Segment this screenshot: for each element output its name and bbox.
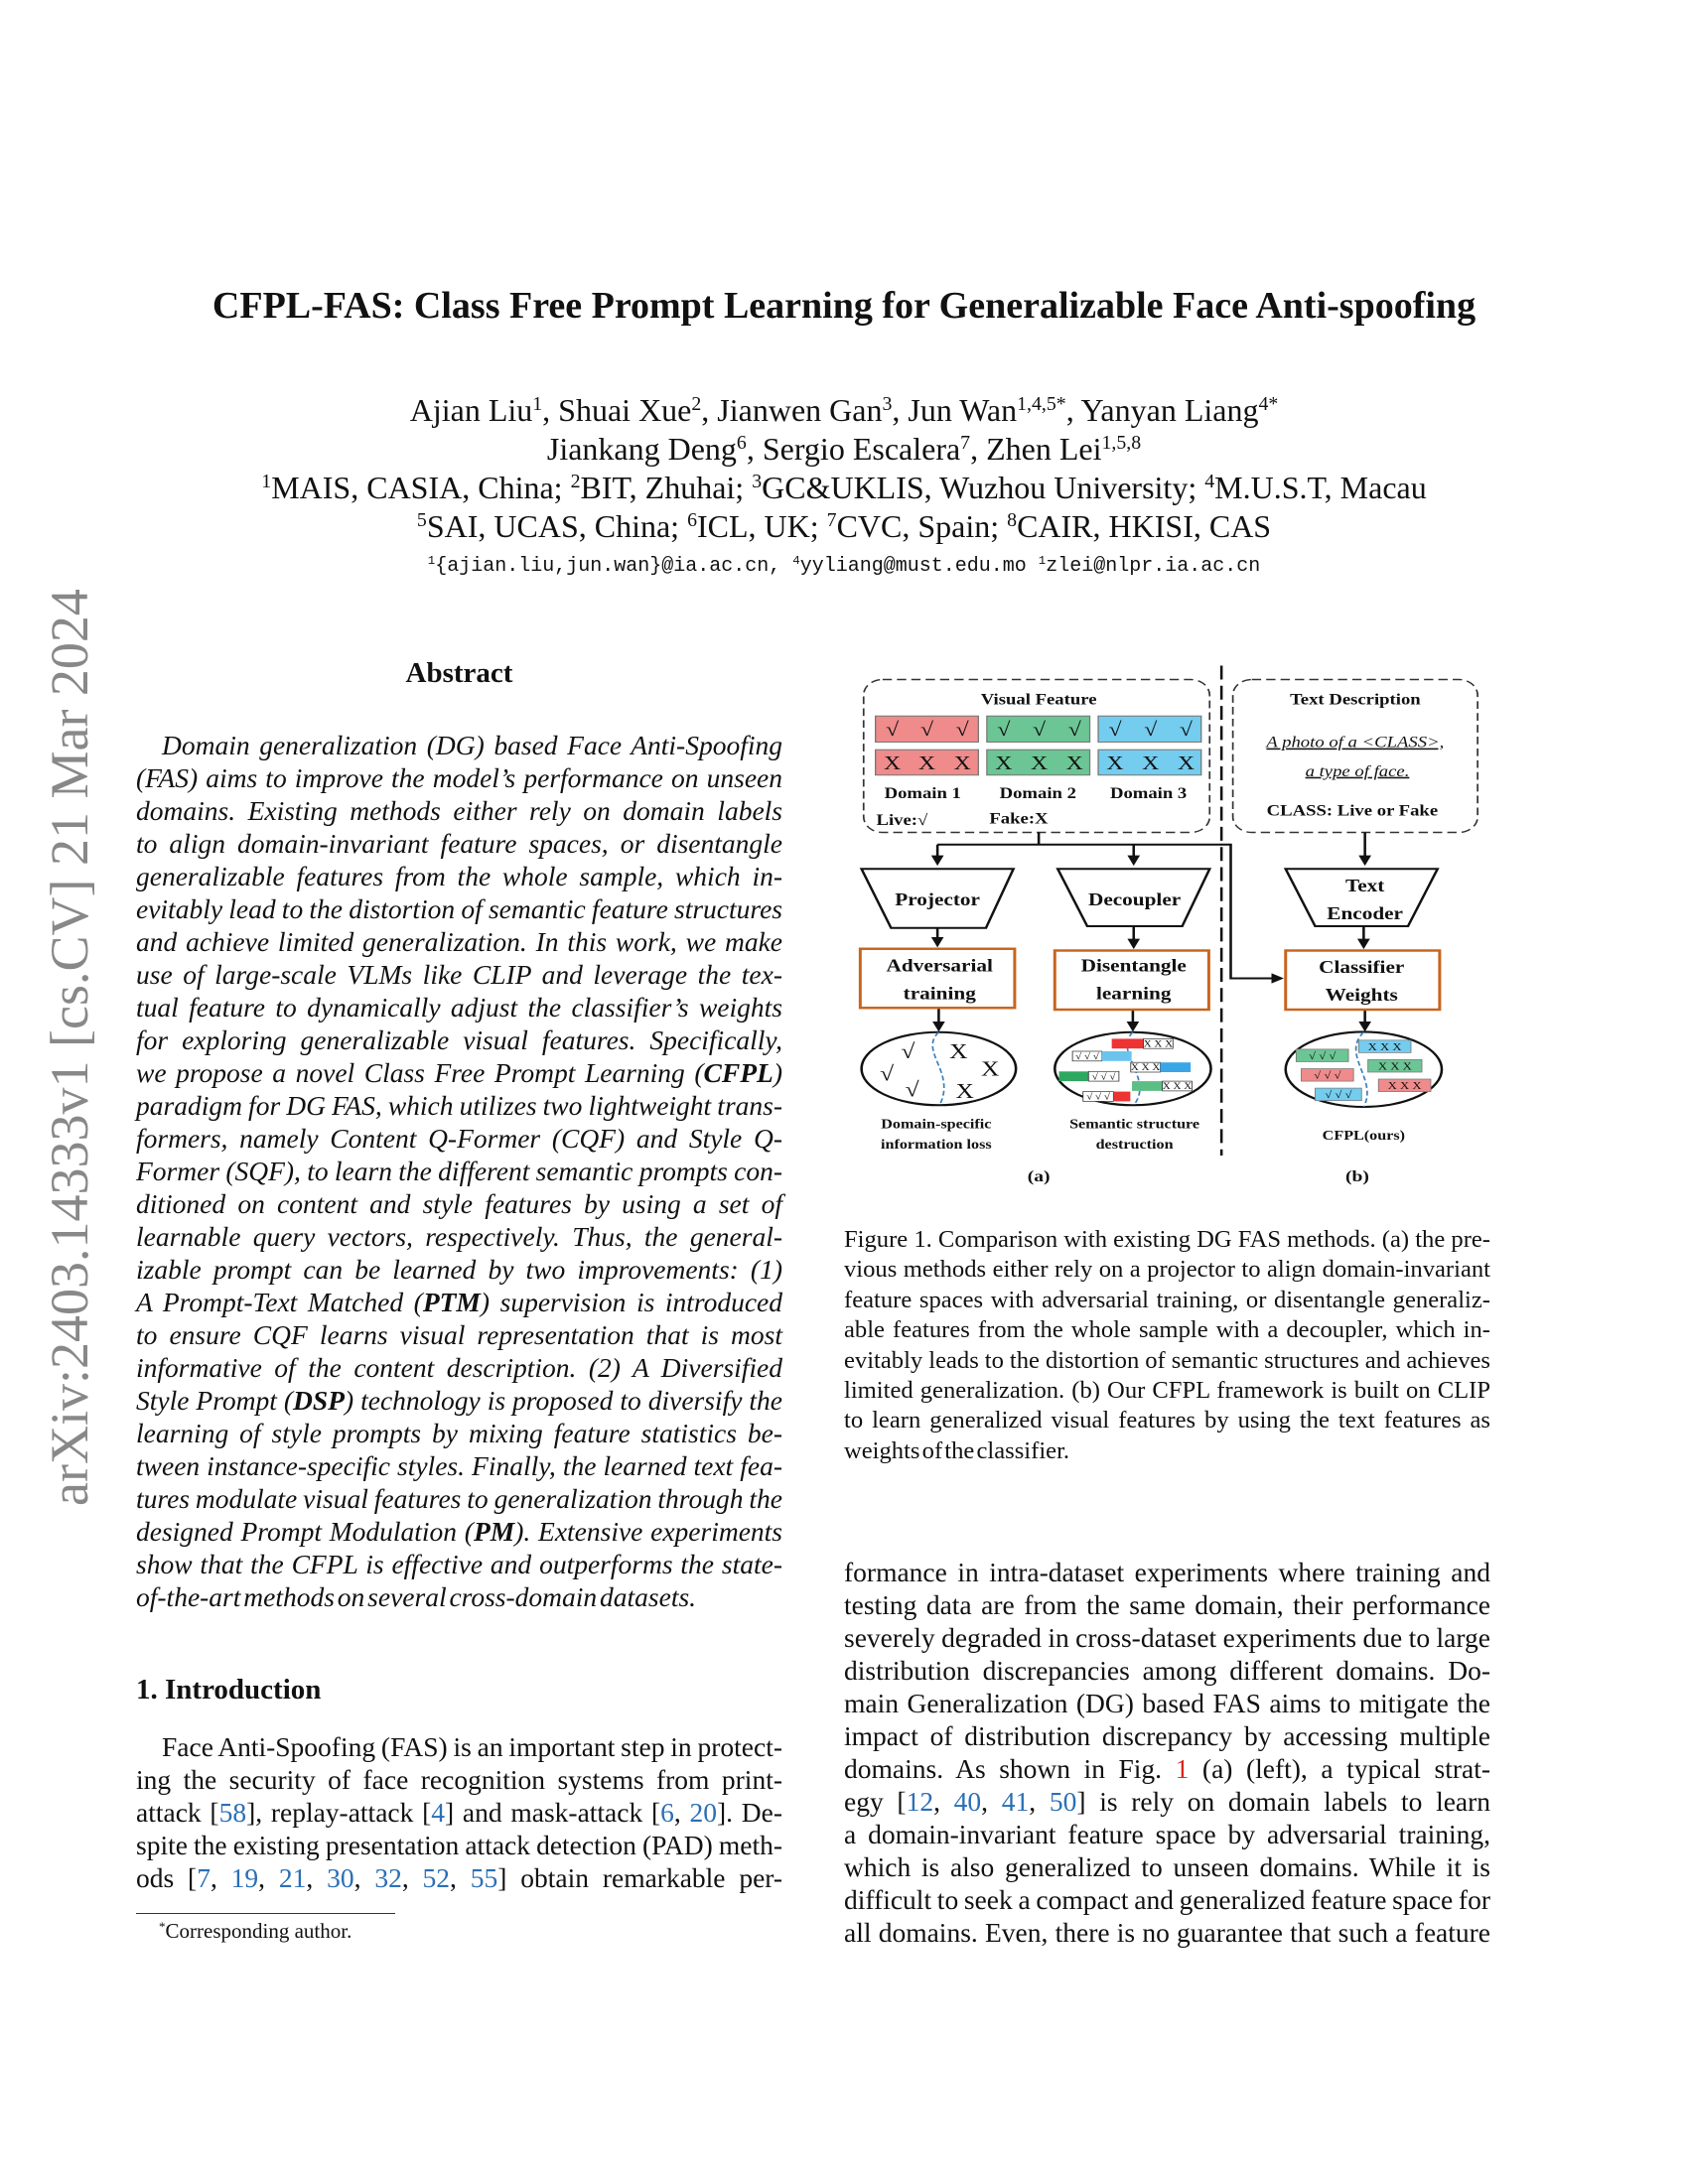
introduction-body-continued [844, 1556, 1490, 1949]
text-run: feature spaces with adversarial training, or disentangle generaliz- [844, 1286, 1490, 1313]
text-line [844, 1719, 1490, 1752]
text-run: to ensure CQF learns visual representation that is most [136, 1319, 782, 1350]
superscript: 7 [826, 509, 837, 532]
check-icon: √ [905, 1078, 919, 1102]
feature-bar-label: X X X [1130, 1063, 1161, 1073]
feature-bar [1132, 1081, 1163, 1091]
text-run: CVC, Spain; [836, 508, 1008, 544]
bold-term: PM [473, 1516, 515, 1547]
superscript: 3 [752, 471, 763, 493]
text-line [136, 1351, 782, 1384]
check-icon: √ [1108, 719, 1122, 741]
text-line [844, 1286, 1490, 1315]
text-line [136, 1449, 782, 1482]
outcome-label-a2: information loss [881, 1138, 992, 1153]
citation-link[interactable]: 50 [1049, 1786, 1077, 1817]
classifier-label-2: Weights [1325, 986, 1398, 1006]
text-run: , Sergio Escalera [746, 431, 961, 467]
author-block [0, 391, 1688, 546]
bold-term: CFPL [703, 1057, 774, 1088]
cross-icon: X [949, 1040, 968, 1064]
text-line [136, 827, 782, 860]
text-line [136, 1253, 782, 1286]
text-run: , [401, 1862, 423, 1893]
text-line [136, 1122, 782, 1155]
text-line [136, 925, 782, 958]
cross-icon: X [1106, 751, 1124, 774]
text-run: , Jun Wan [892, 392, 1018, 428]
text-run: of-the-art methods on several cross-domain datasets. [136, 1581, 697, 1612]
superscript: 8 [1007, 509, 1018, 532]
text-line [844, 1621, 1490, 1654]
text-run: testing data are from the same domain, their performance [844, 1589, 1490, 1620]
text-line [136, 1861, 782, 1894]
text-run: , [258, 1862, 279, 1893]
text-run: (FAS) aims to improve the model’s performance on unseen [136, 762, 782, 793]
text-run: ] and mask-attack [ [445, 1797, 661, 1828]
text-run: Jiankang Deng [546, 431, 737, 467]
text-line [136, 1829, 782, 1861]
cross-icon: X [995, 751, 1013, 774]
text-run: , Jianwen Gan [701, 392, 883, 428]
superscript: 1 [532, 393, 543, 416]
footnote-rule [136, 1913, 395, 1914]
check-icon: √ [1033, 719, 1047, 741]
feature-bar [1112, 1038, 1144, 1048]
superscript: * [159, 1918, 166, 1934]
text-run: generalizable features from the whole sample, which in- [136, 861, 782, 891]
text-description-label: Text Description [1290, 691, 1421, 709]
text-line [136, 860, 782, 892]
check-icon: √ [919, 719, 934, 741]
feature-bar-label: √ √ √ [1325, 1089, 1352, 1101]
text-line [136, 1763, 782, 1796]
text-run: weights of the classifier. [844, 1436, 1070, 1464]
text-line [136, 1220, 782, 1253]
feature-bar-label: X X X [1377, 1060, 1412, 1073]
text-line [136, 1482, 782, 1515]
text-run: impact of distribution discrepancy by accessing multiple [844, 1720, 1490, 1751]
check-icon: √ [901, 1040, 915, 1064]
panel-label-b: (b) [1345, 1166, 1369, 1185]
text-run: domains. As shown in Fig. [844, 1753, 1176, 1784]
feature-bar [1161, 1062, 1192, 1072]
text-run: formers, namely Content Q-Former (CQF) and Style Q- [136, 1123, 782, 1154]
citation-link[interactable]: 21 [278, 1862, 307, 1893]
text-line [0, 507, 1688, 546]
text-run: tures modulate visual features to generalization through the [136, 1483, 782, 1514]
text-run: izable prompt can be learned by two improvements: (1) [136, 1254, 782, 1285]
text-line [0, 469, 1688, 507]
text-line [136, 1730, 782, 1763]
text-run: ) [773, 1057, 782, 1088]
bold-term: PTM [422, 1287, 481, 1317]
superscript: 1 [261, 471, 272, 493]
citation-link[interactable]: 30 [327, 1862, 354, 1893]
text-run: , [306, 1862, 328, 1893]
text-line [0, 430, 1688, 469]
text-run: , [1029, 1786, 1050, 1817]
text-run: a domain-invariant feature space by adversarial training, [844, 1819, 1490, 1849]
citation-link[interactable]: 40 [953, 1786, 982, 1817]
text-run: CAIR, HKISI, CAS [1017, 508, 1272, 544]
text-line [136, 1155, 782, 1187]
text-run: attack [ [136, 1797, 219, 1828]
text-run: egy [ [844, 1786, 907, 1817]
feature-bar [1102, 1051, 1132, 1061]
text-run: BIT, Zhuhai; [580, 470, 753, 505]
domain-2-label: Domain 2 [999, 784, 1076, 802]
text-line [136, 794, 782, 827]
text-run: spite the existing presentation attack detection (PAD) meth- [136, 1830, 782, 1860]
text-run: Face Anti-Spoofing (FAS) is an important step in protect- [162, 1731, 782, 1762]
cross-icon: X [917, 751, 936, 774]
feature-bar-label: √ √ √ [1314, 1069, 1341, 1082]
text-line [136, 1286, 782, 1318]
check-icon: √ [1067, 719, 1081, 741]
text-run: ). Extensive experiments [514, 1516, 782, 1547]
arxiv-identifier[interactable]: arXiv:2403.14333v1 [cs.CV] 21 Mar 2024 [40, 589, 99, 1506]
text-run: ]. De- [717, 1797, 782, 1828]
text-line [844, 1883, 1490, 1916]
prompt-template-line-1: A photo of a <CLASS>, [1266, 734, 1445, 751]
superscript: 1,4,5* [1017, 393, 1066, 416]
bold-term: DSP [293, 1385, 345, 1416]
text-run: zlei@nlpr.ia.ac.cn [1046, 555, 1261, 578]
citation-link[interactable]: 6 [660, 1797, 674, 1828]
text-line [136, 1548, 782, 1580]
cross-icon: X [953, 751, 971, 774]
superscript: 1 [427, 554, 436, 569]
domain-3-label: Domain 3 [1109, 784, 1188, 802]
citation-link[interactable]: 55 [470, 1862, 498, 1893]
text-line [844, 1818, 1490, 1850]
text-run: A Prompt-Text Matched ( [136, 1287, 423, 1317]
text-line [136, 1580, 782, 1613]
outcome-label-a1: Domain-specific [881, 1117, 992, 1133]
text-run: we propose a novel Class Free Prompt Learning ( [136, 1057, 704, 1088]
text-line [844, 1785, 1490, 1818]
abstract-heading: Abstract [405, 657, 513, 689]
superscript: 4 [1204, 471, 1215, 493]
cross-icon: X [955, 1080, 974, 1104]
text-run: all domains. Even, there is no guarantee that such a feature [844, 1917, 1490, 1948]
text-line [844, 1346, 1490, 1376]
feature-bar-label: √ √ √ [1091, 1072, 1116, 1083]
text-run: (a) (left), a typical strat- [1189, 1753, 1490, 1784]
check-icon: √ [997, 719, 1011, 741]
text-run: Ajian Liu [409, 392, 533, 428]
adversarial-label-1: Adversarial [886, 957, 993, 976]
citation-link[interactable]: 41 [1001, 1786, 1030, 1817]
text-line [136, 991, 782, 1024]
text-run: able features from the whole sample with a decoupler, which in- [844, 1316, 1490, 1344]
text-run: , Zhen Lei [970, 431, 1102, 467]
feature-bar-label: X X X [1162, 1081, 1193, 1092]
text-line [136, 1056, 782, 1089]
text-run: SAI, UCAS, China; [426, 508, 688, 544]
text-line [136, 1384, 782, 1417]
text-run: informative of the content description. (2) A Diversified [136, 1352, 782, 1383]
decoupler-label: Decoupler [1088, 890, 1182, 910]
text-run: , [210, 1862, 231, 1893]
text-line [844, 1406, 1490, 1435]
text-run: {ajian.liu,jun.wan}@ia.ac.cn, [435, 555, 793, 578]
text-run: distribution discrepancies among different domains. Do- [844, 1655, 1490, 1686]
disentangle-label-2: learning [1095, 985, 1172, 1004]
cross-icon: X [981, 1057, 1000, 1081]
superscript: 2 [570, 471, 581, 493]
text-run: severely degraded in cross-dataset experiments due to large [844, 1622, 1490, 1653]
paper-title: CFPL-FAS: Class Free Prompt Learning for Generalizable Face Anti-spoofing [211, 285, 1477, 327]
feature-bar [1059, 1071, 1089, 1081]
superscript: 1 [1038, 554, 1047, 569]
text-run: evitably leads to the distortion of semantic structures and achieves [844, 1346, 1490, 1374]
visual-feature-label: Visual Feature [980, 691, 1097, 709]
text-run: use of large-scale VLMs like CLIP and leverage the tex- [136, 959, 782, 990]
superscript: 1,5,8 [1101, 432, 1142, 455]
text-run: to learn generalized visual features by using the text features as [844, 1407, 1490, 1434]
text-line [844, 1255, 1490, 1285]
panel-label-a: (a) [1027, 1166, 1051, 1185]
fake-legend: Fake:X [989, 809, 1049, 827]
outcome-label-b2: destruction [1095, 1138, 1174, 1153]
text-run: learnable query vectors, respectively. Thus, the general- [136, 1221, 782, 1252]
text-line [844, 1752, 1490, 1785]
superscript: 2 [691, 393, 702, 416]
text-run: formance in intra-dataset experiments where training and [844, 1557, 1490, 1587]
text-line [844, 1315, 1490, 1345]
check-icon: √ [886, 719, 900, 741]
figure-caption [844, 1225, 1490, 1466]
outcome-label-ours: CFPL(ours) [1322, 1129, 1406, 1144]
cross-icon: X [1065, 751, 1083, 774]
text-run: ing the security of face recognition systems from print- [136, 1764, 782, 1795]
text-line [136, 1089, 782, 1122]
text-line [844, 1687, 1490, 1719]
cross-icon: X [884, 751, 902, 774]
text-run: Former (SQF), to learn the different semantic prompts con- [136, 1156, 782, 1186]
text-run: GC&UKLIS, Wuzhou University; [762, 470, 1205, 505]
citation-link[interactable]: 4 [431, 1797, 446, 1828]
text-run: , Shuai Xue [542, 392, 692, 428]
text-line [844, 1588, 1490, 1621]
text-line [844, 1850, 1490, 1883]
citation-link[interactable]: 19 [230, 1862, 259, 1893]
text-run: Style Prompt ( [136, 1385, 294, 1416]
abstract-body [136, 729, 782, 1613]
text-run: ) supervision is introduced [480, 1287, 782, 1317]
text-line [844, 1225, 1490, 1255]
text-line [844, 1916, 1490, 1949]
text-run: learning of style prompts by mixing feature statistics be- [136, 1418, 782, 1448]
cross-icon: X [1177, 751, 1196, 774]
figure-ref-link[interactable]: 1 [1175, 1753, 1190, 1784]
text-encoder-label-2: Encoder [1327, 904, 1403, 924]
section-heading-introduction: 1. Introduction [136, 1674, 322, 1706]
check-icon: √ [1144, 719, 1158, 741]
cross-icon: X [1142, 751, 1160, 774]
text-line [136, 1417, 782, 1449]
adversarial-label-2: training [903, 985, 976, 1004]
text-run: MAIS, CASIA, China; [271, 470, 571, 505]
text-run: main Generalization (DG) based FAS aims to mitigate the [844, 1688, 1490, 1718]
text-line [844, 1436, 1490, 1466]
text-run: ICL, UK; [696, 508, 827, 544]
check-icon: √ [880, 1062, 895, 1087]
text-run: tual feature to dynamically adjust the classifier’s weights [136, 992, 782, 1023]
feature-bar-label: √ √ √ [1075, 1051, 1099, 1062]
superscript: 5 [416, 509, 427, 532]
text-line [136, 892, 782, 925]
text-run: ] obtain remarkable per- [497, 1862, 783, 1893]
text-line [136, 1515, 782, 1548]
disentangle-label-1: Disentangle [1080, 957, 1187, 976]
text-run: tween instance-specific styles. Finally, the learned text fea- [136, 1450, 782, 1481]
text-line [0, 553, 1688, 581]
text-run: limited generalization. (b) Our CFPL framework is built on CLIP [844, 1376, 1490, 1404]
text-line [136, 729, 782, 761]
text-run: which is also generalized to unseen domains. While it is [844, 1851, 1490, 1882]
text-run: show that the CFPL is effective and outperforms the state- [136, 1549, 782, 1579]
citation-link[interactable]: 52 [422, 1862, 451, 1893]
text-line [136, 958, 782, 991]
text-run: ods [ [136, 1862, 198, 1893]
text-run: M.U.S.T, Macau [1214, 470, 1427, 505]
text-line [844, 1654, 1490, 1687]
text-line [136, 1024, 782, 1056]
feature-bar [1113, 1092, 1130, 1102]
citation-link[interactable]: 32 [374, 1862, 402, 1893]
feature-bar-label: X X X [1367, 1040, 1402, 1053]
live-legend: Live:√ [876, 811, 928, 829]
text-line [0, 391, 1688, 430]
footnote [159, 1919, 352, 1944]
feature-bar-label: √ √ √ [1086, 1092, 1110, 1103]
text-run: to align domain-invariant feature spaces, or disentangle [136, 828, 782, 859]
text-line [136, 1318, 782, 1351]
superscript: 3 [882, 393, 893, 416]
projector-label: Projector [895, 890, 980, 910]
text-run: , [673, 1797, 690, 1828]
text-run: Corresponding author. [165, 1919, 352, 1943]
text-run: ] is rely on domain labels to learn [1076, 1786, 1491, 1817]
text-run: ], replay-attack [ [246, 1797, 432, 1828]
text-line [844, 1376, 1490, 1406]
text-run: ditioned on content and style features by using a set of [136, 1188, 782, 1219]
classifier-label-1: Classifier [1319, 958, 1405, 978]
text-line [844, 1556, 1490, 1588]
text-run: for exploring generalizable visual features. Specifically, [136, 1024, 782, 1055]
introduction-body [136, 1730, 782, 1894]
superscript: 6 [736, 432, 747, 455]
superscript: 6 [687, 509, 697, 532]
cross-icon: X [1030, 751, 1049, 774]
text-run: difficult to seek a compact and generalized feature space for [844, 1884, 1490, 1915]
check-icon: √ [1179, 719, 1193, 741]
text-run: designed Prompt Modulation ( [136, 1516, 474, 1547]
feature-bar-label: X X X [1387, 1080, 1422, 1092]
text-run: vious methods either rely on a projector to align domain-invariant [844, 1256, 1490, 1284]
text-run: domains. Existing methods either rely on domain labels [136, 795, 782, 826]
superscript: 4 [792, 554, 800, 569]
class-definition: CLASS: Live or Fake [1266, 802, 1439, 820]
text-run: evitably lead to the distortion of semantic feature structures [136, 893, 782, 924]
figure-1-diagram [834, 655, 1509, 1211]
text-encoder-label-1: Text [1344, 877, 1385, 896]
text-run: yyliang@must.edu.mo [799, 555, 1039, 578]
domain-1-label: Domain 1 [884, 784, 961, 802]
text-run: , Yanyan Liang [1065, 392, 1259, 428]
citation-link[interactable]: 20 [689, 1797, 717, 1828]
text-run: , [353, 1862, 375, 1893]
text-run: Domain generalization (DG) based Face Anti-Spoofing [162, 730, 782, 760]
text-line [136, 761, 782, 794]
superscript: 7 [960, 432, 971, 455]
text-run: , [981, 1786, 1002, 1817]
author-emails [0, 553, 1688, 581]
citation-link[interactable]: 58 [218, 1797, 247, 1828]
text-run: and achieve limited generalization. In this work, we make [136, 926, 782, 957]
text-line [136, 1187, 782, 1220]
text-line [136, 1796, 782, 1829]
text-run: , [450, 1862, 471, 1893]
check-icon: √ [955, 719, 969, 741]
feature-bar-label: X X X [1143, 1039, 1174, 1050]
text-run: paradigm for DG FAS, which utilizes two lightweight trans- [136, 1090, 782, 1121]
superscript: 4* [1258, 393, 1279, 416]
prompt-template-line-2: a type of face. [1305, 762, 1410, 780]
text-run: Figure 1. Comparison with existing DG FAS methods. (a) the pre- [844, 1226, 1490, 1253]
text-line [159, 1919, 352, 1944]
citation-link[interactable]: 7 [197, 1862, 211, 1893]
text-run: , [933, 1786, 954, 1817]
outcome-label-b1: Semantic structure [1069, 1117, 1200, 1133]
citation-link[interactable]: 12 [906, 1786, 934, 1817]
feature-bar-label: √ √ √ [1309, 1050, 1336, 1062]
text-run: ) technology is proposed to diversify the [344, 1385, 782, 1416]
